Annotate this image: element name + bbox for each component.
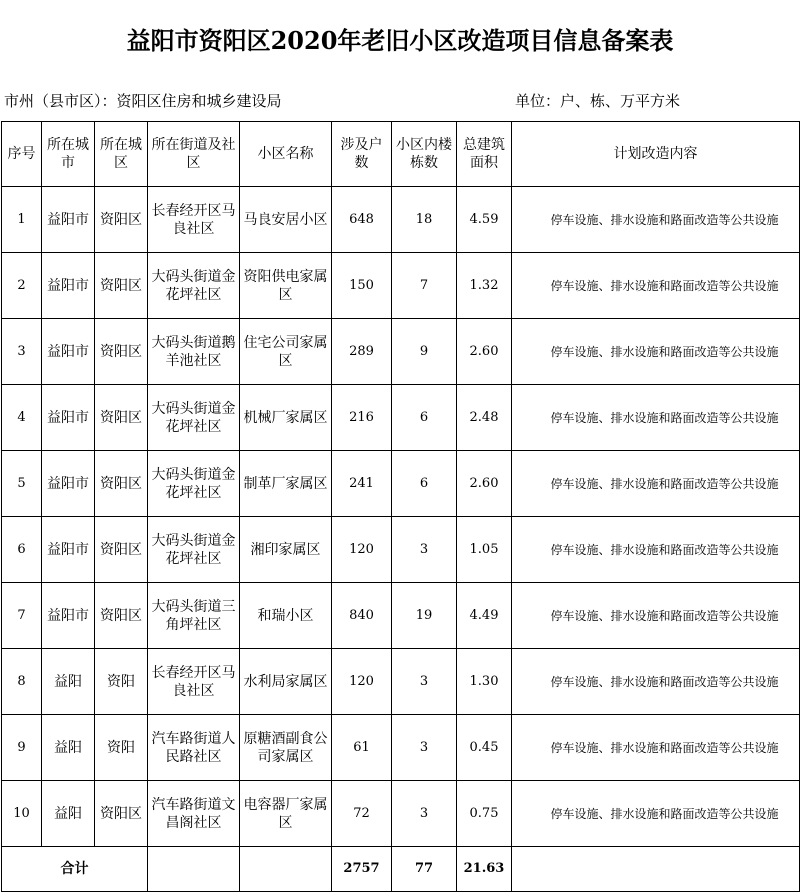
- cell-street: 大码头街道金花坪社区: [148, 253, 240, 319]
- cell-no: 8: [2, 649, 42, 715]
- header-buildings: 小区内楼栋数: [392, 122, 457, 187]
- cell-district: 资阳区: [95, 187, 148, 253]
- cell-plan: 停车设施、排水设施和路面改造等公共设施: [512, 319, 800, 385]
- header-plan: 计划改造内容: [512, 122, 800, 187]
- cell-district: 资阳区: [95, 385, 148, 451]
- cell-district: 资阳区: [95, 517, 148, 583]
- cell-plan: 停车设施、排水设施和路面改造等公共设施: [512, 451, 800, 517]
- cell-no: 1: [2, 187, 42, 253]
- cell-area: 2.48: [457, 385, 512, 451]
- department-label: 市州（县市区）：资阳区住房和城乡建设局: [4, 92, 282, 110]
- cell-name: 水利局家属区: [240, 649, 332, 715]
- cell-no: 4: [2, 385, 42, 451]
- cell-area: 2.60: [457, 451, 512, 517]
- header-area: 总建筑面积: [457, 122, 512, 187]
- cell-area: 1.05: [457, 517, 512, 583]
- cell-city: 益阳: [42, 649, 95, 715]
- cell-no: 5: [2, 451, 42, 517]
- table-title: 益阳市资阳区2020年老旧小区改造项目信息备案表: [126, 25, 674, 55]
- header-name: 小区名称: [240, 122, 332, 187]
- header-row: [2, 122, 800, 187]
- cell-city: 益阳市: [42, 517, 95, 583]
- cell-buildings: 3: [392, 517, 457, 583]
- cell-area: 1.30: [457, 649, 512, 715]
- cell-buildings: 3: [392, 649, 457, 715]
- cell-area: 4.49: [457, 583, 512, 649]
- cell-area: 0.45: [457, 715, 512, 781]
- cell-households: 72: [332, 781, 392, 847]
- table-row: [2, 319, 800, 385]
- table-row: [2, 385, 800, 451]
- cell-street: 大码头街道金花坪社区: [148, 385, 240, 451]
- cell-area: 1.32: [457, 253, 512, 319]
- cell-street: 大码头街道三角坪社区: [148, 583, 240, 649]
- cell-street: 大码头街道金花坪社区: [148, 451, 240, 517]
- table-row: [2, 715, 800, 781]
- cell-households: 648: [332, 187, 392, 253]
- cell-households: 120: [332, 517, 392, 583]
- project-table: [1, 121, 800, 892]
- cell-city: 益阳市: [42, 451, 95, 517]
- cell-buildings: 19: [392, 583, 457, 649]
- cell-buildings: 6: [392, 385, 457, 451]
- cell-city: 益阳: [42, 781, 95, 847]
- cell-street: 长春经开区马良社区: [148, 649, 240, 715]
- cell-name: 马良安居小区: [240, 187, 332, 253]
- table-row: [2, 253, 800, 319]
- cell-city: 益阳市: [42, 187, 95, 253]
- cell-households: 289: [332, 319, 392, 385]
- cell-district: 资阳区: [95, 451, 148, 517]
- cell-city: 益阳市: [42, 253, 95, 319]
- table-row: [2, 451, 800, 517]
- cell-buildings: 9: [392, 319, 457, 385]
- cell-city: 益阳市: [42, 385, 95, 451]
- cell-buildings: 6: [392, 451, 457, 517]
- cell-households: 840: [332, 583, 392, 649]
- header-households: 涉及户数: [332, 122, 392, 187]
- header-no: 序号: [2, 122, 42, 187]
- cell-plan: 停车设施、排水设施和路面改造等公共设施: [512, 583, 800, 649]
- total-row: [2, 847, 800, 892]
- cell-name: 湘印家属区: [240, 517, 332, 583]
- cell-plan: 停车设施、排水设施和路面改造等公共设施: [512, 715, 800, 781]
- table-row: [2, 517, 800, 583]
- cell-name: 制革厂家属区: [240, 451, 332, 517]
- table-row: [2, 649, 800, 715]
- total-empty-name: [240, 847, 332, 892]
- cell-city: 益阳: [42, 715, 95, 781]
- cell-buildings: 18: [392, 187, 457, 253]
- cell-households: 241: [332, 451, 392, 517]
- cell-street: 汽车路街道文昌阁社区: [148, 781, 240, 847]
- total-empty-street: [148, 847, 240, 892]
- cell-plan: 停车设施、排水设施和路面改造等公共设施: [512, 187, 800, 253]
- cell-name: 机械厂家属区: [240, 385, 332, 451]
- cell-no: 9: [2, 715, 42, 781]
- cell-name: 和瑞小区: [240, 583, 332, 649]
- cell-plan: 停车设施、排水设施和路面改造等公共设施: [512, 385, 800, 451]
- cell-area: 0.75: [457, 781, 512, 847]
- cell-street: 长春经开区马良社区: [148, 187, 240, 253]
- total-buildings: 77: [392, 847, 457, 892]
- cell-plan: 停车设施、排水设施和路面改造等公共设施: [512, 517, 800, 583]
- cell-no: 7: [2, 583, 42, 649]
- cell-street: 大码头街道金花坪社区: [148, 517, 240, 583]
- cell-buildings: 3: [392, 715, 457, 781]
- cell-no: 10: [2, 781, 42, 847]
- cell-buildings: 7: [392, 253, 457, 319]
- header-street: 所在街道及社区: [148, 122, 240, 187]
- unit-label: 单位：户、栋、万平方米: [515, 92, 681, 110]
- total-households: 2757: [332, 847, 392, 892]
- cell-no: 3: [2, 319, 42, 385]
- cell-households: 61: [332, 715, 392, 781]
- cell-name: 住宅公司家属区: [240, 319, 332, 385]
- cell-district: 资阳区: [95, 583, 148, 649]
- cell-households: 216: [332, 385, 392, 451]
- cell-area: 4.59: [457, 187, 512, 253]
- cell-city: 益阳市: [42, 319, 95, 385]
- cell-name: 资阳供电家属区: [240, 253, 332, 319]
- cell-households: 150: [332, 253, 392, 319]
- cell-district: 资阳: [95, 715, 148, 781]
- total-area: 21.63: [457, 847, 512, 892]
- cell-no: 2: [2, 253, 42, 319]
- table-row: [2, 781, 800, 847]
- cell-name: 原糖酒副食公司家属区: [240, 715, 332, 781]
- table-body: [2, 187, 800, 847]
- cell-area: 2.60: [457, 319, 512, 385]
- header-district: 所在城区: [95, 122, 148, 187]
- cell-city: 益阳市: [42, 583, 95, 649]
- cell-district: 资阳区: [95, 781, 148, 847]
- cell-plan: 停车设施、排水设施和路面改造等公共设施: [512, 649, 800, 715]
- cell-buildings: 3: [392, 781, 457, 847]
- cell-street: 大码头街道鹅羊池社区: [148, 319, 240, 385]
- table-row: [2, 187, 800, 253]
- cell-no: 6: [2, 517, 42, 583]
- cell-district: 资阳: [95, 649, 148, 715]
- cell-district: 资阳区: [95, 253, 148, 319]
- header-city: 所在城市: [42, 122, 95, 187]
- table-row: [2, 583, 800, 649]
- cell-plan: 停车设施、排水设施和路面改造等公共设施: [512, 253, 800, 319]
- cell-plan: 停车设施、排水设施和路面改造等公共设施: [512, 781, 800, 847]
- total-empty-plan: [512, 847, 800, 892]
- cell-district: 资阳区: [95, 319, 148, 385]
- cell-households: 120: [332, 649, 392, 715]
- cell-street: 汽车路街道人民路社区: [148, 715, 240, 781]
- total-label: 合计: [2, 847, 148, 892]
- cell-name: 电容器厂家属区: [240, 781, 332, 847]
